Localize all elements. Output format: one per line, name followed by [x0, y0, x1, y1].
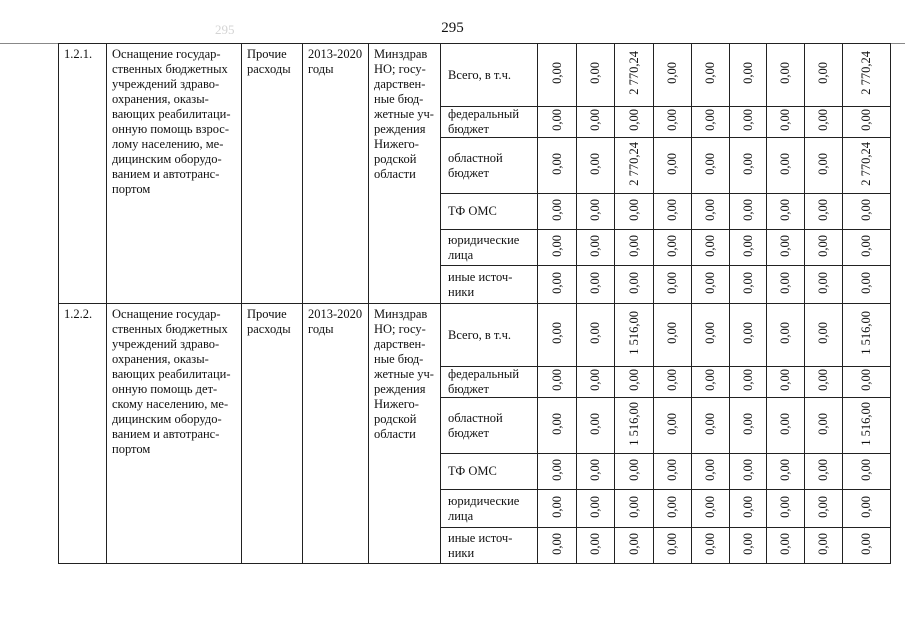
value-cell	[730, 44, 767, 107]
funding-source: ТФ ОМС	[441, 454, 538, 490]
value-text: 0,00	[588, 109, 602, 131]
value-cell	[730, 398, 767, 454]
value-text: 0,00	[665, 495, 679, 518]
value-cell	[538, 490, 577, 528]
value-text: 0,00	[740, 234, 755, 257]
value-cell	[538, 230, 577, 266]
value-text: 0,00	[740, 495, 755, 518]
value-cell	[654, 138, 692, 194]
value-cell	[730, 490, 767, 528]
value-cell	[843, 194, 891, 230]
value-cell	[843, 266, 891, 304]
budget-table	[58, 43, 891, 564]
value-text: 0,00	[816, 198, 830, 221]
value-text: 2 770,24	[626, 141, 641, 186]
value-text: 0,00	[703, 62, 717, 84]
funding-source: областной бюджет	[441, 138, 538, 194]
funding-source: ТФ ОМС	[441, 194, 538, 230]
value-text: 0,00	[626, 234, 641, 257]
value-text: 0,00	[778, 495, 792, 518]
page-number: 295	[441, 20, 464, 36]
value-cell	[805, 107, 843, 138]
value-text: 0,00	[665, 322, 679, 344]
value-cell	[843, 230, 891, 266]
value-cell	[577, 230, 615, 266]
value-cell	[654, 398, 692, 454]
value-text: 0,00	[665, 198, 679, 221]
block-executor: Минздрав НО; госу-дарствен-ные бюд-жетные уч-реждения Нижего-родской области	[369, 44, 441, 304]
block-name: Оснащение государ-ственных бюджетных учреждений здраво-охранения, оказы-вающих реабилитаци-онную помощь дет-скому населению, ме-дицинским оборудо-ванием и автотранс-портом	[107, 304, 242, 564]
value-cell	[730, 367, 767, 398]
value-cell	[692, 266, 730, 304]
value-text: 0,00	[740, 322, 755, 344]
value-text: 0,00	[549, 109, 564, 131]
value-text: 0,00	[778, 412, 792, 435]
funding-source: юридические лица	[441, 230, 538, 266]
block-code: 1.2.1.	[59, 44, 107, 304]
value-text: 0,00	[588, 152, 602, 175]
value-text: 0,00	[626, 109, 641, 131]
value-cell	[577, 490, 615, 528]
value-text: 0,00	[703, 271, 717, 294]
value-cell	[805, 194, 843, 230]
value-text: 1 516,00	[626, 311, 641, 355]
value-cell	[767, 454, 805, 490]
value-cell	[692, 194, 730, 230]
value-text: 0,00	[778, 322, 792, 344]
value-cell	[767, 490, 805, 528]
value-text: 0,00	[665, 369, 679, 391]
value-text: 0,00	[859, 234, 873, 257]
value-cell	[692, 490, 730, 528]
value-text: 0,00	[626, 369, 641, 391]
value-text: 0,00	[859, 495, 873, 518]
value-cell	[577, 454, 615, 490]
value-text: 0,00	[549, 62, 564, 84]
value-cell	[805, 304, 843, 367]
block-expense-type: Прочие расходы	[242, 304, 303, 564]
value-text: 0,00	[549, 369, 564, 391]
value-cell	[577, 44, 615, 107]
value-text: 0,00	[778, 109, 792, 131]
value-text: 0,00	[859, 271, 873, 294]
value-cell	[615, 44, 654, 107]
value-cell	[615, 490, 654, 528]
value-cell	[538, 304, 577, 367]
funding-source: федеральный бюджет	[441, 367, 538, 398]
value-text: 0,00	[665, 458, 679, 481]
value-cell	[805, 490, 843, 528]
value-text: 0,00	[626, 532, 641, 555]
top-rule-left	[0, 43, 58, 44]
table-row	[59, 44, 891, 107]
value-cell	[767, 138, 805, 194]
value-cell	[730, 194, 767, 230]
value-cell	[767, 304, 805, 367]
value-cell	[577, 138, 615, 194]
value-cell	[538, 138, 577, 194]
value-cell	[654, 304, 692, 367]
value-text: 0,00	[778, 234, 792, 257]
value-text: 0,00	[703, 495, 717, 518]
value-text: 0,00	[588, 322, 602, 344]
value-cell	[730, 304, 767, 367]
funding-source: иные источ-ники	[441, 528, 538, 564]
value-cell	[843, 367, 891, 398]
value-text: 0,00	[588, 495, 602, 518]
value-cell	[692, 230, 730, 266]
value-text: 0,00	[703, 152, 717, 175]
faint-page-number: 295	[215, 22, 235, 37]
value-cell	[577, 304, 615, 367]
funding-source: иные источ-ники	[441, 266, 538, 304]
value-cell	[615, 528, 654, 564]
value-text: 0,00	[588, 234, 602, 257]
value-cell	[805, 266, 843, 304]
value-cell	[805, 454, 843, 490]
value-text: 0,00	[703, 369, 717, 391]
value-text: 2 770,24	[859, 141, 873, 186]
value-text: 0,00	[703, 412, 717, 435]
value-cell	[577, 367, 615, 398]
value-text: 0,00	[740, 62, 755, 84]
value-text: 0,00	[703, 198, 717, 221]
value-text: 0,00	[588, 198, 602, 221]
value-cell	[805, 398, 843, 454]
value-cell	[805, 44, 843, 107]
value-text: 0,00	[740, 412, 755, 435]
value-cell	[538, 44, 577, 107]
value-cell	[692, 367, 730, 398]
value-text: 0,00	[703, 109, 717, 131]
value-cell	[654, 490, 692, 528]
value-text: 0,00	[816, 412, 830, 435]
value-text: 0,00	[588, 412, 602, 435]
value-text: 0,00	[778, 198, 792, 221]
value-text: 0,00	[626, 458, 641, 481]
value-text: 0,00	[665, 271, 679, 294]
value-text: 0,00	[816, 62, 830, 84]
value-cell	[805, 367, 843, 398]
value-cell	[805, 230, 843, 266]
value-text: 0,00	[816, 234, 830, 257]
value-text: 0,00	[665, 412, 679, 435]
value-text: 0,00	[740, 109, 755, 131]
value-text: 0,00	[588, 271, 602, 294]
value-cell	[615, 107, 654, 138]
value-cell	[538, 367, 577, 398]
value-text: 0,00	[549, 495, 564, 518]
value-cell	[692, 528, 730, 564]
value-cell	[730, 138, 767, 194]
value-cell	[538, 194, 577, 230]
value-cell	[730, 107, 767, 138]
block-years: 2013-2020 годы	[303, 304, 369, 564]
value-cell	[577, 194, 615, 230]
value-text: 0,00	[740, 458, 755, 481]
value-text: 0,00	[778, 271, 792, 294]
block-code: 1.2.2.	[59, 304, 107, 564]
value-cell	[767, 367, 805, 398]
value-text: 0,00	[665, 152, 679, 175]
value-text: 0,00	[588, 369, 602, 391]
value-cell	[538, 266, 577, 304]
value-text: 0,00	[665, 234, 679, 257]
value-cell	[538, 454, 577, 490]
value-cell	[730, 528, 767, 564]
value-text: 1 516,00	[859, 401, 873, 446]
value-cell	[730, 454, 767, 490]
value-cell	[654, 194, 692, 230]
value-text: 0,00	[549, 234, 564, 257]
value-text: 0,00	[626, 495, 641, 518]
funding-source: областной бюджет	[441, 398, 538, 454]
value-cell	[654, 528, 692, 564]
value-text: 0,00	[549, 198, 564, 221]
block-years: 2013-2020 годы	[303, 44, 369, 304]
value-text: 2 770,24	[859, 51, 873, 95]
value-cell	[692, 454, 730, 490]
value-cell	[577, 266, 615, 304]
value-cell	[654, 230, 692, 266]
value-text: 0,00	[626, 198, 641, 221]
value-text: 0,00	[703, 532, 717, 555]
value-cell	[843, 490, 891, 528]
value-text: 0,00	[740, 198, 755, 221]
value-text: 0,00	[816, 322, 830, 344]
value-text: 0,00	[816, 495, 830, 518]
value-text: 0,00	[740, 369, 755, 391]
value-cell	[615, 194, 654, 230]
value-cell	[577, 398, 615, 454]
value-cell	[615, 304, 654, 367]
value-cell	[654, 107, 692, 138]
value-cell	[843, 304, 891, 367]
value-cell	[577, 528, 615, 564]
value-cell	[692, 107, 730, 138]
value-cell	[692, 304, 730, 367]
value-text: 0,00	[740, 271, 755, 294]
block-name: Оснащение государ-ственных бюджетных учреждений здраво-охранения, оказы-вающих реабилитаци-онную помощь взрос-лому населению, ме-дицинским оборудо-ванием и автотранс-портом	[107, 44, 242, 304]
value-cell	[615, 367, 654, 398]
value-cell	[767, 44, 805, 107]
value-cell	[615, 398, 654, 454]
value-cell	[843, 107, 891, 138]
value-cell	[615, 230, 654, 266]
value-cell	[767, 266, 805, 304]
value-text: 0,00	[665, 109, 679, 131]
value-cell	[767, 398, 805, 454]
funding-source: юридические лица	[441, 490, 538, 528]
value-text: 0,00	[816, 532, 830, 555]
value-cell	[805, 138, 843, 194]
value-cell	[577, 107, 615, 138]
value-cell	[654, 367, 692, 398]
table-row	[59, 304, 891, 367]
value-cell	[615, 138, 654, 194]
value-cell	[767, 107, 805, 138]
value-cell	[692, 44, 730, 107]
block-executor: Минздрав НО; госу-дарствен-ные бюд-жетные уч-реждения Нижего-родской области	[369, 304, 441, 564]
value-text: 0,00	[859, 369, 873, 391]
value-text: 0,00	[778, 458, 792, 481]
value-text: 0,00	[740, 532, 755, 555]
value-text: 0,00	[778, 369, 792, 391]
value-text: 0,00	[588, 532, 602, 555]
value-text: 0,00	[816, 369, 830, 391]
value-text: 0,00	[588, 62, 602, 84]
value-cell	[654, 44, 692, 107]
value-cell	[730, 230, 767, 266]
value-text: 0,00	[703, 458, 717, 481]
value-cell	[654, 266, 692, 304]
funding-source: федеральный бюджет	[441, 107, 538, 138]
value-cell	[805, 528, 843, 564]
value-text: 0,00	[549, 412, 564, 435]
value-text: 0,00	[703, 234, 717, 257]
value-text: 0,00	[778, 532, 792, 555]
value-text: 0,00	[703, 322, 717, 344]
value-text: 0,00	[816, 458, 830, 481]
value-text: 0,00	[778, 152, 792, 175]
funding-source: Всего, в т.ч.	[441, 44, 538, 107]
value-cell	[767, 528, 805, 564]
value-text: 0,00	[549, 152, 564, 175]
value-text: 0,00	[588, 458, 602, 481]
value-text: 1 516,00	[859, 311, 873, 355]
value-cell	[767, 230, 805, 266]
value-text: 0,00	[549, 532, 564, 555]
value-text: 1 516,00	[626, 401, 641, 446]
value-cell	[615, 454, 654, 490]
value-text: 0,00	[549, 322, 564, 344]
value-text: 2 770,24	[626, 51, 641, 95]
funding-source: Всего, в т.ч.	[441, 304, 538, 367]
value-cell	[767, 194, 805, 230]
value-text: 0,00	[549, 458, 564, 481]
block-expense-type: Прочие расходы	[242, 44, 303, 304]
value-text: 0,00	[816, 109, 830, 131]
value-cell	[538, 528, 577, 564]
value-cell	[843, 528, 891, 564]
value-text: 0,00	[859, 532, 873, 555]
value-text: 0,00	[859, 109, 873, 131]
value-cell	[615, 266, 654, 304]
value-cell	[538, 398, 577, 454]
value-cell	[538, 107, 577, 138]
value-cell	[843, 138, 891, 194]
value-text: 0,00	[778, 62, 792, 84]
value-cell	[692, 398, 730, 454]
value-cell	[843, 44, 891, 107]
value-text: 0,00	[626, 271, 641, 294]
value-text: 0,00	[549, 271, 564, 294]
value-cell	[654, 454, 692, 490]
value-cell	[692, 138, 730, 194]
value-text: 0,00	[816, 152, 830, 175]
value-text: 0,00	[859, 198, 873, 221]
budget-table-body	[59, 44, 891, 564]
value-cell	[843, 398, 891, 454]
value-cell	[843, 454, 891, 490]
value-text: 0,00	[740, 152, 755, 175]
value-text: 0,00	[665, 62, 679, 84]
value-text: 0,00	[816, 271, 830, 294]
value-text: 0,00	[665, 532, 679, 555]
value-text: 0,00	[859, 458, 873, 481]
value-cell	[730, 266, 767, 304]
